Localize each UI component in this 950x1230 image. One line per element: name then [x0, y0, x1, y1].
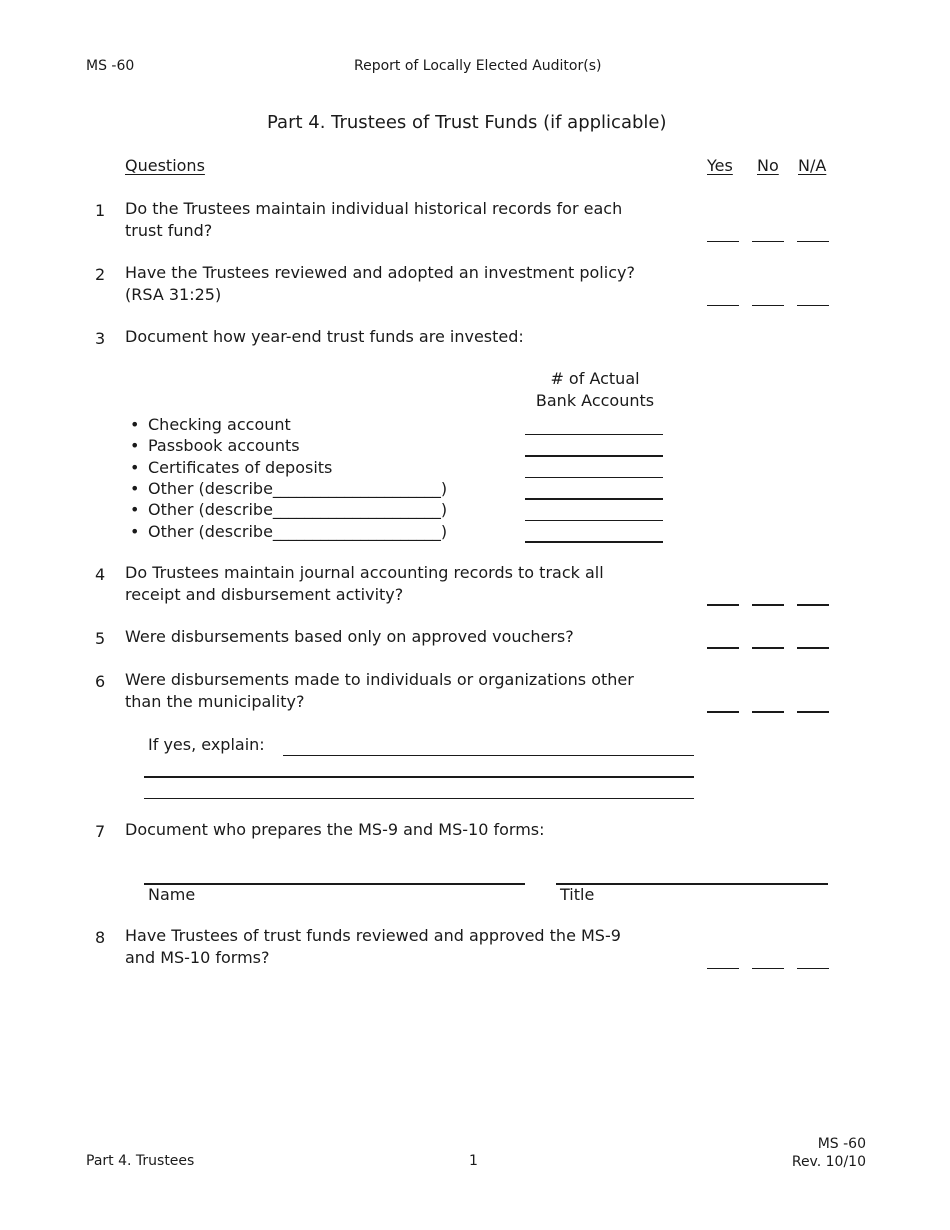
question-line: Have Trustees of trust funds reviewed and approved the MS-9 — [125, 926, 621, 945]
no-answer-blank[interactable] — [752, 968, 784, 969]
question-line: than the municipality? — [125, 692, 305, 711]
explain-line[interactable] — [283, 755, 694, 756]
account-item — [130, 499, 447, 520]
question-text — [125, 626, 665, 648]
explain-line[interactable] — [144, 798, 694, 799]
name-line[interactable] — [144, 883, 525, 885]
account-count-blank[interactable] — [525, 520, 663, 521]
question-line: Document how year-end trust funds are invested: — [125, 327, 524, 346]
question-number: 5 — [95, 629, 106, 648]
account-count-blank[interactable] — [525, 477, 663, 478]
account-item — [130, 414, 291, 435]
question-text — [125, 819, 665, 841]
question-text — [125, 562, 665, 606]
footer-section: Part 4. Trustees — [86, 1153, 195, 1169]
title-label: Title — [560, 885, 595, 904]
no-header: No — [757, 156, 779, 175]
bullet-icon: • — [130, 522, 140, 541]
account-item — [130, 521, 447, 542]
question-text — [125, 669, 665, 713]
form-id: MS -60 — [86, 58, 135, 74]
account-label: Other (describe_____________________) — [148, 522, 448, 541]
yes-answer-blank[interactable] — [707, 305, 739, 306]
account-count-blank[interactable] — [525, 434, 663, 435]
yes-answer-blank[interactable] — [707, 241, 739, 242]
account-label: Checking account — [148, 415, 291, 434]
explain-label: If yes, explain: — [148, 735, 265, 754]
question-line: Were disbursements made to individuals or organizations other — [125, 670, 634, 689]
bullet-icon: • — [130, 458, 140, 477]
footer-form-id: MS -60 — [817, 1136, 866, 1152]
account-item — [130, 478, 447, 499]
account-label: Certificates of deposits — [148, 458, 333, 477]
accounts-header — [530, 368, 660, 412]
question-line: and MS-10 forms? — [125, 948, 270, 967]
account-item — [130, 457, 332, 478]
title-line[interactable] — [556, 883, 828, 885]
page-number: 1 — [469, 1153, 478, 1169]
accounts-header-line: # of Actual — [550, 369, 640, 388]
bullet-icon: • — [130, 436, 140, 455]
question-line: Were disbursements based only on approved vouchers? — [125, 627, 574, 646]
no-answer-blank[interactable] — [752, 604, 784, 606]
question-number: 3 — [95, 329, 106, 348]
yes-answer-blank[interactable] — [707, 604, 739, 606]
question-line: (RSA 31:25) — [125, 285, 222, 304]
question-number: 1 — [95, 201, 106, 220]
na-answer-blank[interactable] — [797, 305, 829, 306]
question-number: 4 — [95, 565, 106, 584]
no-answer-blank[interactable] — [752, 711, 784, 713]
account-label: Passbook accounts — [148, 436, 300, 455]
question-text — [125, 198, 665, 242]
yes-answer-blank[interactable] — [707, 647, 739, 649]
no-answer-blank[interactable] — [752, 647, 784, 649]
question-number: 6 — [95, 672, 106, 691]
bullet-icon: • — [130, 479, 140, 498]
no-answer-blank[interactable] — [752, 241, 784, 242]
bullet-icon: • — [130, 500, 140, 519]
question-line: Do the Trustees maintain individual historical records for each — [125, 199, 623, 218]
explain-line[interactable] — [144, 776, 694, 778]
question-number: 7 — [95, 822, 106, 841]
name-label: Name — [148, 885, 196, 904]
account-count-blank[interactable] — [525, 498, 663, 500]
question-number: 8 — [95, 928, 106, 947]
na-answer-blank[interactable] — [797, 241, 829, 242]
account-item — [130, 435, 300, 456]
footer-revision: Rev. 10/10 — [791, 1154, 866, 1170]
yes-header: Yes — [707, 156, 733, 175]
account-count-blank[interactable] — [525, 455, 663, 457]
report-title: Report of Locally Elected Auditor(s) — [354, 58, 602, 74]
question-line: Document who prepares the MS-9 and MS-10 forms: — [125, 820, 545, 839]
account-label: Other (describe_____________________) — [148, 500, 448, 519]
na-answer-blank[interactable] — [797, 647, 829, 649]
account-label: Other (describe_____________________) — [148, 479, 448, 498]
page-title: Part 4. Trustees of Trust Funds (if applicable) — [267, 112, 667, 133]
na-answer-blank[interactable] — [797, 604, 829, 606]
questions-header: Questions — [125, 156, 205, 175]
question-text — [125, 326, 665, 348]
question-text — [125, 925, 665, 969]
question-text — [125, 262, 665, 306]
question-number: 2 — [95, 265, 106, 284]
no-answer-blank[interactable] — [752, 305, 784, 306]
question-line: trust fund? — [125, 221, 213, 240]
na-answer-blank[interactable] — [797, 968, 829, 969]
na-answer-blank[interactable] — [797, 711, 829, 713]
bullet-icon: • — [130, 415, 140, 434]
na-header: N/A — [798, 156, 827, 175]
yes-answer-blank[interactable] — [707, 968, 739, 969]
question-line: Have the Trustees reviewed and adopted an investment policy? — [125, 263, 635, 282]
question-line: Do Trustees maintain journal accounting records to track all — [125, 563, 604, 582]
yes-answer-blank[interactable] — [707, 711, 739, 713]
account-count-blank[interactable] — [525, 541, 663, 543]
question-line: receipt and disbursement activity? — [125, 585, 404, 604]
accounts-header-line: Bank Accounts — [535, 391, 655, 410]
